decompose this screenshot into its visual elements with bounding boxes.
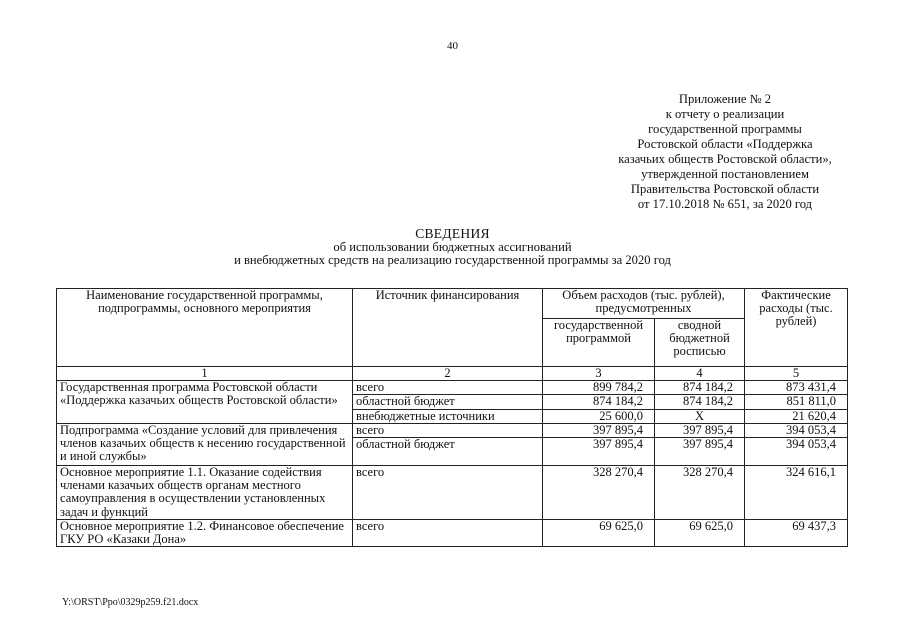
row-source: всего [353, 519, 543, 546]
row-budget-amount: 328 270,4 [655, 466, 745, 520]
row-name: Основное мероприятие 1.2. Финансовое обеспечение ГКУ РО «Казаки Дона» [57, 519, 353, 546]
header-actual: Фактические расходы (тыс. рублей) [745, 289, 848, 367]
appendix-note [560, 92, 890, 212]
row-program-amount: 328 270,4 [543, 466, 655, 520]
page-number: 40 [447, 40, 458, 52]
column-number: 1 [57, 367, 353, 381]
table-row [57, 519, 848, 546]
header-planned-group: Объем расходов (тыс. рублей), предусмотренных [543, 289, 745, 319]
row-source: областной бюджет [353, 395, 543, 409]
row-actual-amount: 851 811,0 [745, 395, 848, 409]
row-source: областной бюджет [353, 438, 543, 466]
appendix-line: от 17.10.2018 № 651, за 2020 год [637, 197, 813, 211]
row-program-amount: 397 895,4 [543, 423, 655, 437]
row-program-amount: 25 600,0 [543, 409, 655, 423]
column-number: 5 [745, 367, 848, 381]
row-source: всего [353, 466, 543, 520]
expenditure-table [56, 288, 848, 547]
row-actual-amount: 873 431,4 [745, 381, 848, 395]
appendix-line: государственной программы [648, 122, 802, 136]
appendix-line: казачьих обществ Ростовской области», [618, 152, 832, 166]
header-name: Наименование государственной программы, подпрограммы, основного мероприятия [57, 289, 353, 367]
row-budget-amount: 874 184,2 [655, 381, 745, 395]
row-actual-amount: 21 620,4 [745, 409, 848, 423]
row-program-amount: 874 184,2 [543, 395, 655, 409]
row-program-amount: 899 784,2 [543, 381, 655, 395]
row-budget-amount: Х [655, 409, 745, 423]
row-program-amount: 69 625,0 [543, 519, 655, 546]
document-heading [100, 227, 805, 268]
row-actual-amount: 394 053,4 [745, 423, 848, 437]
row-budget-amount: 397 895,4 [655, 438, 745, 466]
header-planned-budget: сводной бюджетной росписью [655, 319, 745, 367]
appendix-line: Приложение № 2 [678, 92, 772, 106]
table-row [57, 381, 848, 395]
row-source: всего [353, 423, 543, 437]
row-name: Основное мероприятие 1.1. Оказание содействия членами казачьих обществ органам местного самоуправления в осуществлении установленных задач и функций [57, 466, 353, 520]
appendix-line: Ростовской области «Поддержка [637, 137, 813, 151]
row-name: Подпрограмма «Создание условий для привлечения членов казачьих обществ к несению государственной и иной службы» [57, 423, 353, 465]
table-row [57, 423, 848, 437]
header-planned-program: государственной программой [543, 319, 655, 367]
document-subtitle: и внебюджетных средств на реализацию государственной программы за 2020 год [234, 253, 671, 267]
appendix-line: к отчету о реализации [665, 107, 785, 121]
column-number: 3 [543, 367, 655, 381]
table-row [57, 466, 848, 520]
row-source: всего [353, 381, 543, 395]
row-actual-amount: 324 616,1 [745, 466, 848, 520]
row-budget-amount: 69 625,0 [655, 519, 745, 546]
row-budget-amount: 397 895,4 [655, 423, 745, 437]
row-budget-amount: 874 184,2 [655, 395, 745, 409]
row-name: Государственная программа Ростовской области «Поддержка казачьих обществ Ростовской области» [57, 381, 353, 424]
column-number: 4 [655, 367, 745, 381]
document-title: СВЕДЕНИЯ [415, 226, 490, 241]
row-actual-amount: 394 053,4 [745, 438, 848, 466]
row-program-amount: 397 895,4 [543, 438, 655, 466]
row-source: внебюджетные источники [353, 409, 543, 423]
appendix-line: Правительства Ростовской области [630, 182, 820, 196]
column-number: 2 [353, 367, 543, 381]
row-actual-amount: 69 437,3 [745, 519, 848, 546]
appendix-line: утвержденной постановлением [641, 167, 809, 181]
document-subtitle: об использовании бюджетных ассигнований [333, 239, 572, 254]
file-path-footer: Y:\ORST\Ppo\0329p259.f21.docx [62, 597, 199, 608]
header-source: Источник финансирования [353, 289, 543, 367]
